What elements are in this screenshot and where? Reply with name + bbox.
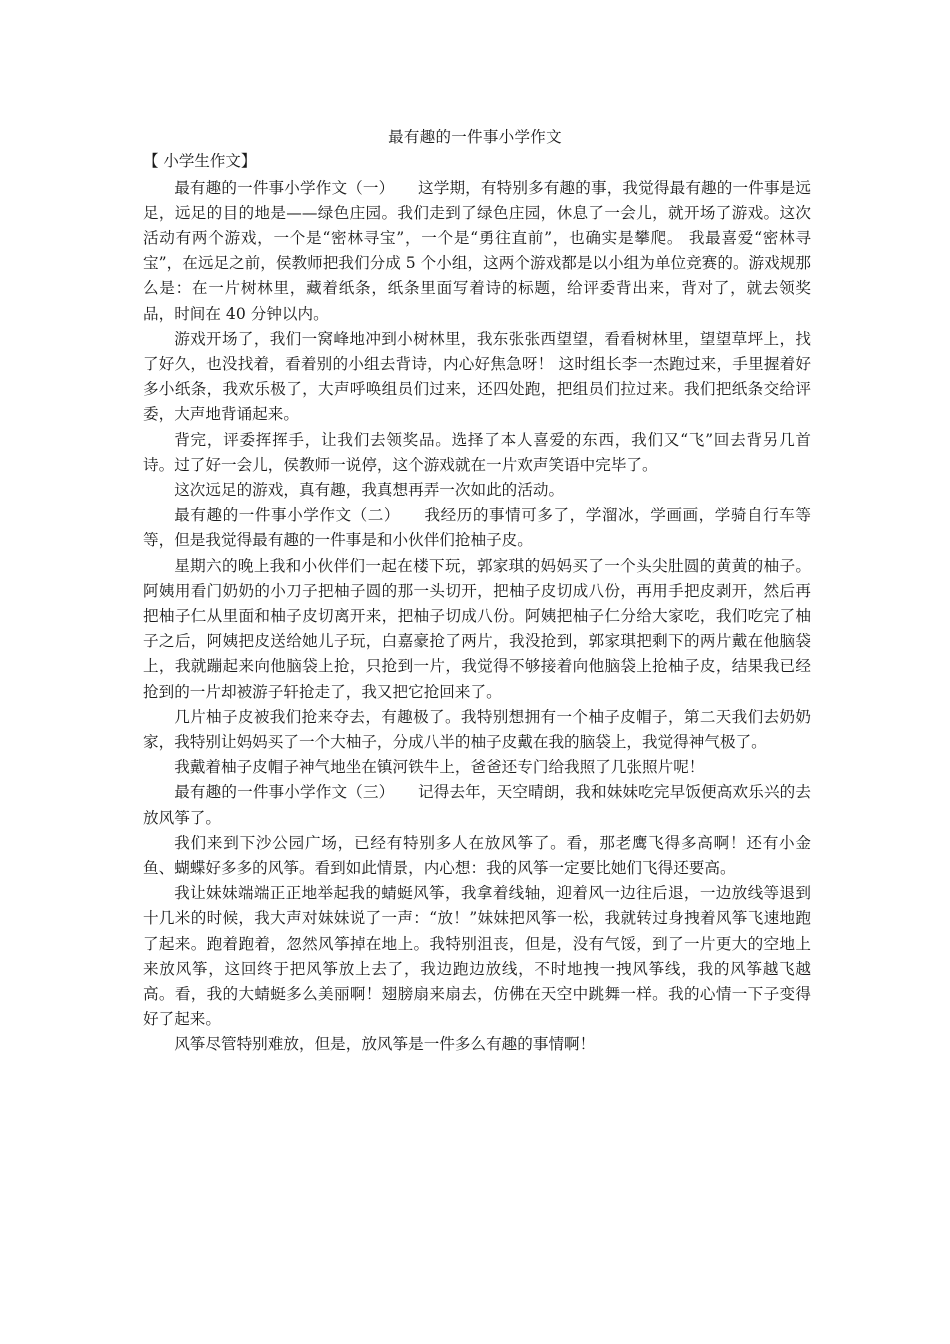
paragraph-9: 最有趣的一件事小学作文（三） 记得去年，天空晴朗，我和妹妹吃完早饭便高欢乐兴的去放风筝了。 (143, 783, 811, 827)
paragraph-5: 最有趣的一件事小学作文（二） 我经历的事情可多了，学溜冰，学画画，学骑自行车等等，但是我觉得最有趣的一件事是和小伙伴们抢柚子皮。 (143, 506, 811, 550)
document-title: 最有趣的一件事小学作文 (388, 128, 562, 146)
paragraph-12: 风筝尽管特别难放，但是，放风筝是一件多么有趣的事情啊！ (174, 1035, 596, 1054)
paragraph-8: 我戴着柚子皮帽子神气地坐在镇河铁牛上，爸爸还专门给我照了几张照片呢！ (174, 758, 705, 777)
paragraph-10: 我们来到下沙公园广场，已经有特别多人在放风筝了。看，那老鹰飞得多高啊！还有小金鱼、蝴蝶好多多的风筝。看到如此情景，内心想：我的风筝一定要比她们飞得还要高。 (143, 833, 811, 877)
paragraph-7: 几片柚子皮被我们抢来夺去，有趣极了。我特别想拥有一个柚子皮帽子，第二天我们去奶奶家，我特别让妈妈买了一个大柚子，分成八半的柚子皮戴在我的脑袋上，我觉得神气极了。 (143, 707, 811, 751)
paragraph-6: 星期六的晚上我和小伙伴们一起在楼下玩，郭家琪的妈妈买了一个头尖肚圆的黄黄的柚子。阿姨用看门奶奶的小刀子把柚子圆的那一头切开，把柚子皮切成八份，再用手把皮剥开，然后再把柚子仁从里面和柚子皮切离开来，把柚子切成八份。阿姨把柚子仁分给大家吃，我们吃完了柚子之后，阿姨把皮送给她儿子玩，白嘉豪抢了两片，我没抢到，郭家琪把剩下的两片戴在他脑袋上，我就蹦起来向他脑袋上抢，只抢到一片，我觉得不够接着向他脑袋上抢柚子皮，结果我已经抢到的一片却被游子轩抢走了，我又把它抢回来了。 (143, 556, 811, 701)
paragraph-3: 背完，评委挥挥手，让我们去领奖品。选择了本人喜爱的东西，我们又“飞”回去背另几首诗。过了好一会儿，侯教师一说停，这个游戏就在一片欢声笑语中完毕了。 (143, 430, 811, 474)
paragraph-1: 最有趣的一件事小学作文（一） 这学期，有特别多有趣的事，我觉得最有趣的一件事是远足，远足的目的地是——绿色庄园。我们走到了绿色庄园，休息了一会儿，就开场了游戏。这次活动有两个游戏，一个是“密林寻宝”，一个是“勇往直前”，也确实是攀爬。 我最喜爱“密林寻宝”，在远足之前，侯教师把我们分成 5 个小组，这两个游戏都是以小组为单位竞赛的。游戏规那么是：在一片树林里，藏着纸条，纸条里面写着诗的标题，给评委背出来，背对了，就去领奖品，时间在 40 分钟以内。 (143, 178, 811, 323)
paragraph-11: 我让妹妹端端正正地举起我的蜻蜓风筝，我拿着线轴，迎着风一边往后退，一边放线等退到十几米的时候，我大声对妹妹说了一声：“放！”妹妹把风筝一松，我就转过身拽着风筝飞速地跑了起来。跑着跑着，忽然风筝掉在地上。我特别沮丧，但是，没有气馁，到了一片更大的空地上来放风筝，这回终于把风筝放上去了，我边跑边放线，不时地拽一拽风筝线，我的风筝越飞越高。看，我的大蜻蜓多么美丽啊！翅膀扇来扇去，仿佛在天空中跳舞一样。我的心情一下子变得好了起来。 (143, 884, 811, 1029)
article-body (143, 176, 811, 1058)
category-label: 【 小学生作文】 (143, 152, 257, 170)
paragraph-2: 游戏开场了，我们一窝峰地冲到小树林里，我东张张西望望，看看树林里，望望草坪上，找了好久，也没找着，看着别的小组去背诗，内心好焦急呀！ 这时组长李一杰跑过来，手里握着好多小纸条，我欢乐极了，大声呼唤组员们过来，还四处跑，把组员们拉过来。我们把纸条交给评委，大声地背诵起来。 (143, 329, 811, 424)
paragraph-4: 这次远足的游戏，真有趣，我真想再弄一次如此的活动。 (174, 480, 565, 499)
